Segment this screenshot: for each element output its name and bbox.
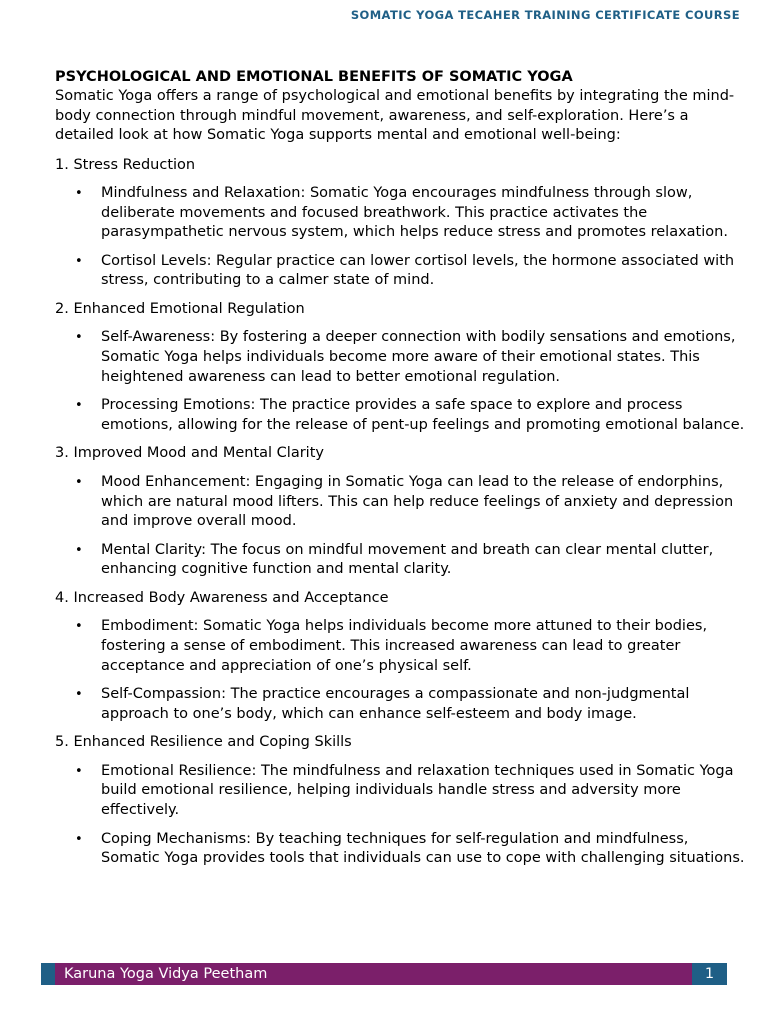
section-heading: 1. Stress Reduction xyxy=(55,156,196,173)
running-header: SOMATIC YOGA TECAHER TRAINING CERTIFICATE COURSE xyxy=(350,8,740,22)
section-heading: 3. Improved Mood and Mental Clarity xyxy=(55,445,324,462)
list-item xyxy=(55,328,745,387)
list-item-text: Mindfulness and Relaxation: Somatic Yoga encourages mindfulness through slow, deliberate movements and focused breathwork. This practice activates the parasympathetic nervous system, which helps reduce stress and promotes relaxation. xyxy=(101,185,728,241)
bullet-list xyxy=(55,184,745,291)
page-footer xyxy=(41,963,727,985)
bullet-list xyxy=(55,617,745,724)
list-item-text: Mood Enhancement: Engaging in Somatic Yoga can lead to the release of endorphins, which are natural mood lifters. This can help reduce feelings of anxiety and depression and improve overall mood. xyxy=(101,473,734,530)
list-item-text: Self-Compassion: The practice encourages a compassionate and non-judgmental approach to one’s body, which can enhance self-esteem and body image. xyxy=(101,686,690,722)
footer-accent xyxy=(41,963,55,985)
list-item xyxy=(55,617,745,676)
list-item xyxy=(55,184,745,243)
list-item xyxy=(55,830,745,869)
bullet-icon: • xyxy=(75,253,83,269)
bullet-icon: • xyxy=(75,763,83,779)
intro-paragraph: Somatic Yoga offers a range of psychological and emotional benefits by integrating the mind-body connection through mindful movement, awareness, and self-exploration. Here’s a detailed look at how Somatic Yoga supports mental and emotional well-being: xyxy=(55,88,735,143)
list-item-text: Cortisol Levels: Regular practice can lower cortisol levels, the hormone associated with stress, contributing to a calmer state of mind. xyxy=(101,252,735,289)
list-item-text: Mental Clarity: The focus on mindful movement and breath can clear mental clutter, enhancing cognitive function and mental clarity. xyxy=(101,541,714,578)
list-item xyxy=(55,762,745,821)
bullet-icon: • xyxy=(75,831,83,847)
document-title: PSYCHOLOGICAL AND EMOTIONAL BENEFITS OF SOMATIC YOGA xyxy=(55,69,573,85)
page-number: 1 xyxy=(692,963,727,985)
bullet-icon: • xyxy=(75,474,83,490)
bullet-icon: • xyxy=(75,687,83,703)
section-4 xyxy=(55,589,745,724)
section-heading: 2. Enhanced Emotional Regulation xyxy=(55,300,305,317)
list-item xyxy=(55,396,745,435)
list-item-text: Processing Emotions: The practice provides a safe space to explore and process emotions, allowing for the release of pent-up feelings and promoting emotional balance. xyxy=(101,397,745,433)
list-item xyxy=(55,685,745,724)
document-body xyxy=(55,68,745,878)
bullet-icon: • xyxy=(75,398,83,414)
section-1 xyxy=(55,156,745,291)
list-item-text: Self-Awareness: By fostering a deeper connection with bodily sensations and emotions, Somatic Yoga helps individuals become more aware of their emotional states. This heightened awareness can lead to better emotional regulation. xyxy=(101,329,736,385)
list-item xyxy=(55,541,745,580)
bullet-icon: • xyxy=(75,619,83,635)
list-item-text: Coping Mechanisms: By teaching techniques for self-regulation and mindfulness, Somatic Yoga provides tools that individuals can use to cope with challenging situations. xyxy=(101,830,745,867)
bullet-list xyxy=(55,328,745,435)
bullet-list xyxy=(55,473,745,580)
list-item-text: Embodiment: Somatic Yoga helps individuals become more attuned to their bodies, fostering a sense of embodiment. This increased awareness can lead to greater acceptance and appreciation of one’s physical self. xyxy=(101,618,708,674)
bullet-list xyxy=(55,762,745,869)
bullet-icon: • xyxy=(75,186,83,201)
list-item xyxy=(55,473,745,532)
section-5 xyxy=(55,733,745,868)
bullet-icon: • xyxy=(75,330,83,346)
list-item-text: Emotional Resilience: The mindfulness and relaxation techniques used in Somatic Yoga build emotional resilience, helping individuals handle stress and adversity more effectively. xyxy=(101,762,734,819)
bullet-icon: • xyxy=(75,542,83,558)
footer-organization: Karuna Yoga Vidya Peetham xyxy=(55,963,692,985)
list-item xyxy=(55,252,745,291)
section-2 xyxy=(55,300,745,435)
section-heading: 5. Enhanced Resilience and Coping Skills xyxy=(55,734,352,751)
section-3 xyxy=(55,444,745,579)
section-heading: 4. Increased Body Awareness and Acceptance xyxy=(55,589,389,606)
